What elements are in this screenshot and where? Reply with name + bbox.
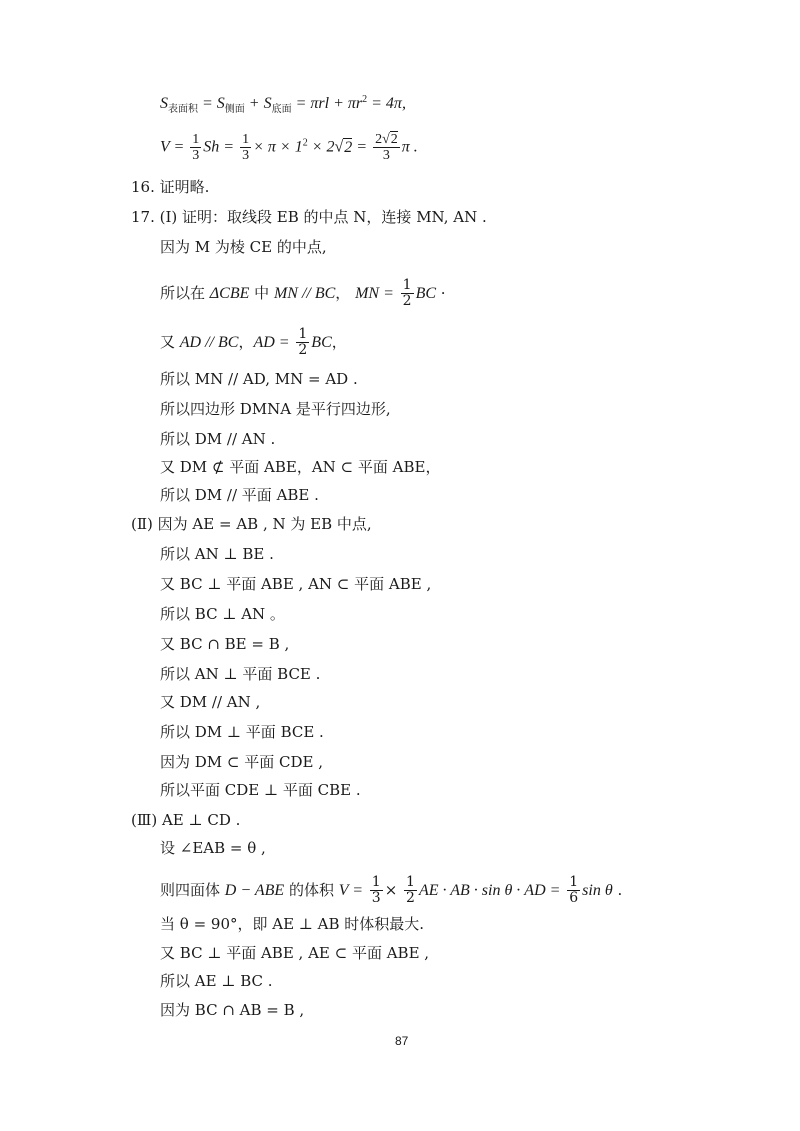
problem-17-part2-intro: (Ⅱ) 因为 AE = AB , N 为 EB 中点,: [131, 515, 372, 533]
text-line: 因为 DM ⊂ 平面 CDE ,: [160, 753, 324, 771]
text-line-mn-half-bc: 所以在 ΔCBE 中 MN // BC， MN = $\frac{1}{2}$ BC ·: [160, 277, 446, 310]
text-line: 又 BC ⊥ 平面 ABE , AE ⊂ 平面 ABE ,: [160, 944, 430, 962]
text-line: 所以 MN // AD, MN = AD .: [160, 370, 358, 388]
text-line: 所以 AN ⊥ 平面 BCE .: [160, 665, 321, 683]
text-line: 当 θ = 90°，即 AE ⊥ AB 时体积最大.: [160, 915, 425, 933]
text-line: 所以 DM ⊥ 平面 BCE .: [160, 723, 324, 741]
formula-volume: V = $\frac{1}{3}$ Sh = $\frac{1}{3}$ × $\pi \times 1^2 \times 2√2$ = $\frac{2√2}{3}$ π .: [160, 132, 418, 164]
text-line: 所以四边形 DMNA 是平行四边形,: [160, 400, 391, 418]
text-line: 设 ∠EAB = θ ,: [160, 839, 266, 857]
text-line: 又 DM // AN ,: [160, 693, 261, 711]
text-line: 所以平面 CDE ⊥ 平面 CBE .: [160, 781, 361, 799]
text-line: 又 BC ⊥ 平面 ABE , AN ⊂ 平面 ABE ,: [160, 575, 432, 593]
text-line-tetrahedron-volume: 则四面体 D − ABE 的体积 V = $\frac{1}{3}$ × $\frac{1}{2}$ AE · AB · sin θ · AD = $\frac{1}{6}$ sin θ .: [160, 874, 623, 907]
problem-16: 16. 证明略.: [131, 178, 210, 196]
text-line-ad-half-bc: 又 AD // BC，AD = $\frac{1}{2}$ BC，: [160, 326, 347, 359]
problem-17-part3-intro: (Ⅲ) AE ⊥ CD .: [131, 811, 241, 829]
text-line: 因为 M 为棱 CE 的中点,: [160, 238, 327, 256]
formula-surface-area: $S_{表面积} = S_{侧面} + S_{底面} = \pi rl + \pi r^2 = 4\pi$,: [160, 94, 406, 115]
text-line: 所以 DM // AN .: [160, 430, 276, 448]
text-line: 所以 AN ⊥ BE .: [160, 545, 274, 563]
text-line: 因为 BC ∩ AB = B ,: [160, 1001, 305, 1019]
problem-17-part1-intro: 17. (Ⅰ) 证明：取线段 EB 的中点 N，连接 MN, AN .: [131, 208, 487, 226]
text-line: 所以 BC ⊥ AN 。: [160, 605, 285, 623]
text-line: 所以 DM // 平面 ABE .: [160, 486, 319, 504]
text-line: 所以 AE ⊥ BC .: [160, 972, 273, 990]
page-number: 87: [395, 1034, 409, 1048]
text-line: 又 DM ⊄ 平面 ABE，AN ⊂ 平面 ABE，: [160, 458, 441, 476]
text-line: 又 BC ∩ BE = B ,: [160, 635, 290, 653]
